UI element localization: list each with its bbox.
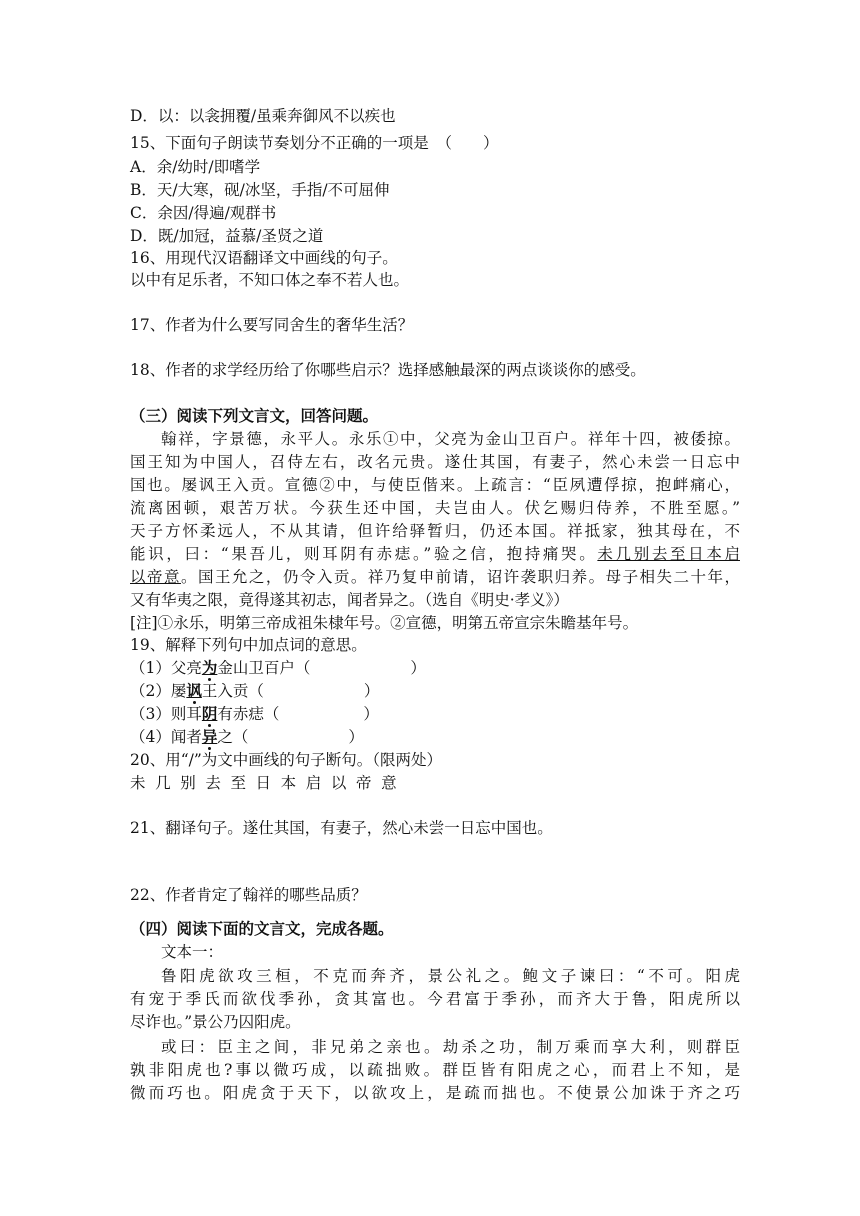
section-4-heading: （四）阅读下面的文言文，完成各题。	[130, 919, 394, 938]
q19-item-2	[130, 680, 740, 702]
q19-item-1-keyword: 为	[201, 658, 218, 677]
question-21: 21、翻译句子。遂仕其国，有妻子，然心未尝一日忘中国也。	[130, 819, 553, 837]
section-3-heading: （三）阅读下列文言文，回答问题。	[130, 406, 379, 425]
passage-4-line-6: 微而巧也。阳虎贪于天下，以欲攻上，是疏而拙也。不使景公加诛于齐之巧	[130, 1084, 740, 1102]
question-17: 17、作者为什么要写同舍生的奢华生活？	[130, 316, 414, 334]
q19-item-4-prefix: （4）闻者	[130, 728, 202, 746]
passage-3-note: [注]①永乐，明第三帝成祖朱棣年号。②宣德，明第五帝宣宗朱瞻基年号。	[130, 614, 639, 632]
q19-item-4-keyword: 异	[201, 727, 218, 746]
q19-item-4-suffix: 之（	[217, 728, 249, 746]
q19-item-3-suffix: 有赤痣（	[217, 705, 280, 723]
passage-4-line-2: 有宠于季氏而欲伐季孙，贪其富也。今君富于季孙，而齐大于鲁，阳虎所以	[130, 990, 740, 1008]
passage-3-line-4: 流离困顿，艰苦万状。今获生还中国，夫岂由人。伏乞赐归侍养，不胜至愿。”	[130, 499, 740, 517]
passage-3-line-7-text: 。国王允之，仍令入贡。祥乃复申前请，诏许袭职归养。母子相失二十年，	[180, 568, 740, 586]
q16-sentence: 以中有足乐者，不知口体之奉不若人也。	[130, 271, 410, 289]
question-18: 18、作者的求学经历给了你哪些启示？选择感触最深的两点谈谈你的感受。	[130, 361, 646, 379]
q15-option-d: D．既/加冠，益慕/圣贤之道	[130, 227, 324, 245]
passage-4-line-1: 鲁阳虎欲攻三桓，不克而奔齐，景公礼之。鲍文子谏曰：“不可。阳虎	[161, 967, 740, 985]
q19-item-2-suffix: 王入贡（	[201, 682, 264, 700]
q19-item-2-close: ）	[363, 682, 380, 700]
passage-3-line-6	[130, 543, 740, 565]
text-one-label: 文本一：	[161, 943, 224, 961]
underlined-sentence-part-1: 未几别去至日本启	[597, 545, 740, 563]
q19-item-4-close: ）	[348, 728, 364, 746]
passage-3-line-7	[130, 566, 740, 588]
q19-item-2-prefix: （2）屡	[130, 682, 187, 700]
passage-3-line-8: 又有华夷之限，竟得遂其初志，闻者异之。（选自《明史·孝义》）	[130, 591, 569, 609]
passage-3-line-3: 国也。屡讽王入贡。宣德②中，与使臣偕来。上疏言：“臣夙遭俘掠，抱衅痛心，	[130, 476, 740, 494]
q19-item-1-prefix: （1）父亮	[130, 659, 202, 677]
q15-option-c: C．余因/得遍/观群书	[130, 204, 277, 222]
q19-item-1-close: ）	[410, 659, 426, 677]
option-d-line	[130, 105, 740, 127]
q15-option-a: A．余/幼时/即嗜学	[130, 158, 261, 176]
underlined-sentence-part-2: 以帝意	[130, 568, 181, 586]
passage-3-line-2: 国王知为中国人，召侍左右，改名元贵。遂仕其国，有妻子，然心未尝一日忘中	[130, 453, 740, 471]
q19-item-3-prefix: （3）则耳	[130, 705, 202, 723]
q19-item-2-keyword: 讽	[186, 681, 202, 700]
passage-3-line-6-text: 能识，曰：“果吾儿，则耳阴有赤痣。”验之信，抱持痛哭。	[130, 545, 598, 563]
question-20: 20、用“/”为文中画线的句子断句。（限两处）	[130, 751, 443, 769]
question-22: 22、作者肯定了翰祥的哪些品质？	[130, 886, 367, 904]
passage-4-line-5: 孰非阳虎也?事以微巧成，以疏拙败。群臣皆有阳虎之心，而君上不知，是	[130, 1061, 740, 1079]
passage-4-line-3: 尽诈也。”景公乃囚阳虎。	[130, 1013, 301, 1031]
question-16: 16、用现代汉语翻译文中画线的句子。	[130, 249, 398, 267]
q19-item-4	[130, 726, 740, 748]
q19-item-3-keyword: 阴	[201, 704, 218, 723]
q19-item-1-suffix: 金山卫百户（	[217, 659, 311, 677]
q19-item-3	[130, 703, 740, 725]
q19-item-1	[130, 657, 740, 679]
passage-4-line-4: 或曰：臣主之间，非兄弟之亲也。劫杀之功，制万乘而享大利，则群臣	[161, 1038, 740, 1056]
q15-option-b: B．天/大寒，砚/冰坚，手指/不可屈伸	[130, 181, 390, 199]
question-15: 15、下面句子朗读节奏划分不正确的一项是 （ ）	[130, 134, 499, 152]
passage-3-line-1: 翰祥，字景德，永平人。永乐①中，父亮为金山卫百户。祥年十四，被倭掠。	[161, 430, 740, 448]
q20-sentence[interactable]: 未几别去至日本启以帝意	[130, 774, 407, 792]
passage-3-line-5: 天子方怀柔远人，不从其请，但许给驿暂归，仍还本国。祥抵家，独其母在，不	[130, 522, 740, 540]
question-19: 19、解释下列句中加点词的意思。	[130, 636, 367, 654]
q19-item-3-close: ）	[363, 705, 379, 723]
option-d-text: D．以：以衾拥覆/虽乘奔御风不以疾也	[130, 107, 396, 125]
